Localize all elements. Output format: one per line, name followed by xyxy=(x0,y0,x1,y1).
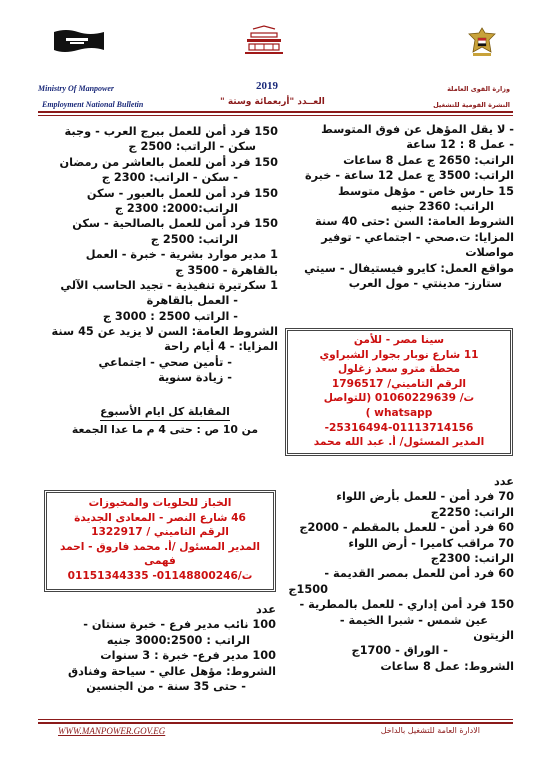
box-line: الرقم التاميني / 1322917 xyxy=(91,526,229,539)
text-line: - العمل بالقاهرة xyxy=(146,294,238,308)
text-line: الراتب:2000: 2300 ج xyxy=(114,201,238,215)
box-line: ت/01148800246- 01151344335 xyxy=(67,569,253,582)
box-line: المدير المسئول /أ. محمد فاروق - احمد xyxy=(59,540,261,553)
footer-rule-thick xyxy=(38,722,513,724)
text-line: سكن - الراتب: 2500 ج xyxy=(128,140,256,154)
text-line: 60 فرد أمن للعمل بمصر القديمة - xyxy=(324,567,514,581)
text-line: الراتب: 2250ج xyxy=(430,505,514,519)
left-column-bottom xyxy=(40,602,276,694)
text-line: - تأمين صحي - اجتماعي xyxy=(98,355,232,369)
flag-logo xyxy=(50,28,108,54)
text-line: الراتب: 2650 ج عمل 8 ساعات xyxy=(343,153,514,167)
text-line: - حتى 35 سنة - من الجنسين xyxy=(86,679,246,693)
text-line: الزيتون xyxy=(473,628,514,642)
text-line: 100 نائب مدير فرع - خبرة سنتان - xyxy=(83,618,276,632)
company-box-bakery xyxy=(44,490,276,592)
website-link[interactable]: WWW.MANPOWER.GOV.EG xyxy=(58,726,166,736)
department-ar: الادارة العامة للتشغيل بالداخل xyxy=(380,726,480,735)
text-line: 150 فرد أمن للعمل بالعبور - سكن xyxy=(86,186,278,200)
text-line: 150 فرد أمن للعمل بالصالحية - سكن xyxy=(72,217,278,231)
box-line: ت/ 01060229639 (للتواصل xyxy=(323,392,475,405)
text-line: المزايا: ت.صحي - اجتماعي - توفير xyxy=(321,230,514,244)
ministry-emblem xyxy=(243,25,285,59)
text-line: الشروط العامة: السن لا يزيد عن 45 سنة xyxy=(51,325,278,339)
text-line: 15 حارس خاص - مؤهل متوسط xyxy=(337,184,514,198)
text-line: 100 مدير فرع- خبرة : 3 سنوات xyxy=(100,649,276,663)
box-line: whatsapp ) xyxy=(365,406,433,419)
text-line: الشروط: مؤهل عالي - سياحة وفنادق xyxy=(67,664,276,678)
interview-days: المقابلة كل ايام الأسبوع xyxy=(100,403,230,421)
text-line: ستارز- مدينتي - مول العرب xyxy=(348,276,502,290)
company-box-sinai xyxy=(285,328,513,456)
right-column-top xyxy=(284,122,514,291)
year: 2019 xyxy=(256,80,278,92)
box-line: الرقم التاميني/ 1796517 xyxy=(331,377,467,390)
box-line: 25316494-01113714156- xyxy=(324,421,474,434)
text-line: الراتب: 2500 ج xyxy=(150,232,238,246)
footer-rule xyxy=(38,719,513,720)
text-line: الراتب: 2360 جنيه xyxy=(390,199,494,213)
text-line: الشروط العامة: السن :حتى 40 سنة xyxy=(315,215,514,229)
issue-number: العــدد "أربعمائة وستة " xyxy=(220,97,325,107)
box-line: فهمى xyxy=(144,555,176,568)
left-column-top xyxy=(40,124,278,386)
text-line: الراتب: 3500 ج عمل 12 ساعة - خبرة xyxy=(304,169,514,183)
right-column-bottom xyxy=(282,474,514,674)
text-line: مواقع العمل: كايرو فيستيفال - سيتي xyxy=(304,261,514,275)
text-line: - لا يقل المؤهل عن فوق المتوسط xyxy=(321,123,514,136)
text-line: 150 فرد أمن إداري - للعمل بالمطرية - xyxy=(299,598,514,612)
text-line: - الراتب 2500 : 3000 ج xyxy=(102,309,238,323)
text-line: - زيادة سنوية xyxy=(158,371,232,385)
bulletin-en: Employment National Bulletin xyxy=(42,100,144,109)
text-line: المزايا: - 4 أيام راحة xyxy=(164,340,278,354)
text-line: 1 مدير موارد بشرية - خبرة - العمل xyxy=(85,248,278,262)
text-line: - الوراق - 1700ج xyxy=(351,644,448,658)
text-line: بالقاهرة - 3500 ج xyxy=(175,263,278,277)
text-line: - سكن - الراتب: 2300 ج xyxy=(101,171,238,185)
text-line: 60 فرد أمن - للعمل بالمقطم - 2000ج xyxy=(299,521,514,535)
box-line: محطة مترو سعد زغلول xyxy=(337,363,461,376)
text-line: الراتب : 3000:2500 جنيه xyxy=(106,633,250,647)
text-line: عين شمس - شبرا الخيمة - xyxy=(339,613,488,627)
ministry-ar: وزارة القوى العاملة xyxy=(447,85,510,93)
box-line: المدير المسئول/ أ. عبد الله محمد xyxy=(313,436,485,449)
interview-hours: من 10 ص : حتى 4 م ما عدا الجمعة xyxy=(71,423,259,436)
interview-note xyxy=(62,403,268,438)
box-line: سينا مصر - للأمن xyxy=(353,334,445,346)
text-line: 150 فرد أمن للعمل بالعاشر من رمضان xyxy=(59,155,278,169)
text-line: عدد xyxy=(493,475,514,488)
bulletin-ar: النشرة القومية للتشغيل xyxy=(433,101,510,109)
text-line: الراتب: 2300ج xyxy=(430,551,514,565)
box-line: 11 شارع نوبار بجوار الشبراوي xyxy=(319,348,479,361)
text-line: 1500ج xyxy=(288,582,328,596)
header-rule xyxy=(38,111,513,113)
text-line: الشروط: عمل 8 ساعات xyxy=(380,659,514,673)
box-line: 46 شارع النصر - المعادى الجديدة xyxy=(74,511,246,524)
text-line: 150 فرد أمن للعمل ببرج العرب - وجبة xyxy=(64,125,278,138)
text-line: 1 سكرتيرة تنفيذية - تجيد الحاسب الآلي xyxy=(60,278,278,292)
header-rule-thin xyxy=(38,115,513,116)
text-line: عدد xyxy=(255,603,276,616)
ministry-en: Ministry Of Manpower xyxy=(38,84,115,93)
text-line: مواصلات xyxy=(465,246,514,260)
eagle-emblem xyxy=(467,26,497,58)
text-line: 70 مراقب كاميرا - أرض اللواء xyxy=(348,536,514,550)
text-line: - عمل 8 : 12 ساعة xyxy=(406,138,514,152)
box-line: الخباز للحلويات والمخبوزات xyxy=(88,497,232,509)
text-line: 70 فرد أمن - للعمل بأرض اللواء xyxy=(336,490,514,504)
